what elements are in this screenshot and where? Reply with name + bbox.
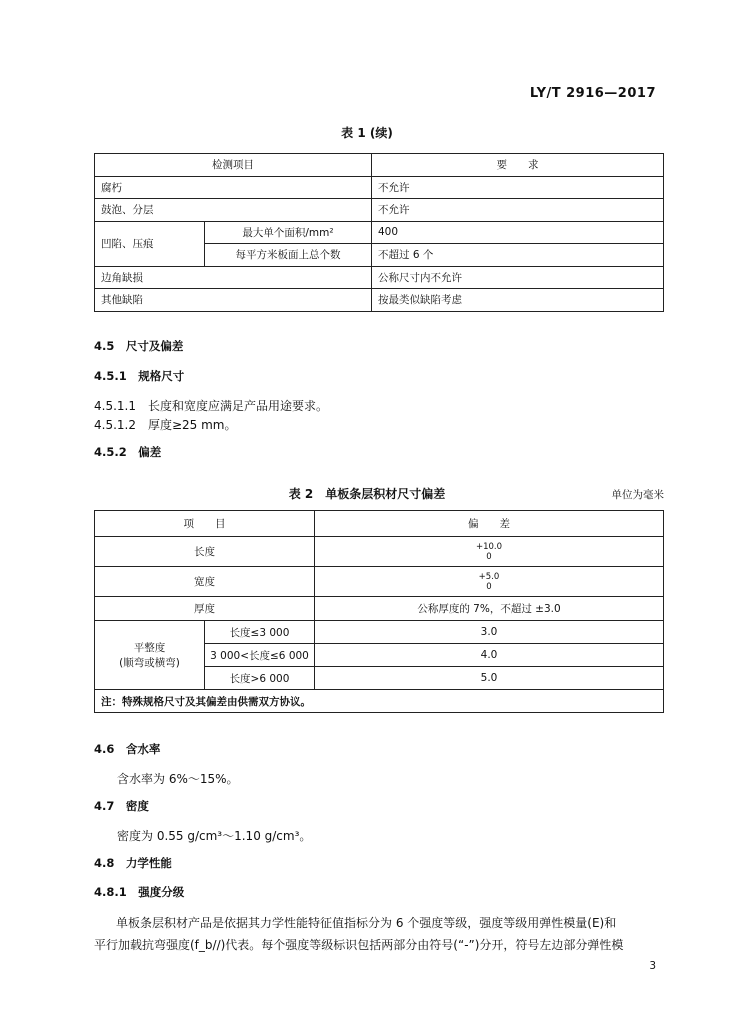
table2-dimension-deviation	[94, 510, 664, 713]
heading-4-7: 4.7 密度	[94, 799, 149, 813]
table2-length-deviation	[315, 537, 664, 567]
table2-flatness-label	[95, 621, 205, 690]
table2-thickness-deviation: 公称厚度的 7%，不超过 ±3.0	[315, 597, 664, 621]
table2-width-deviation	[315, 567, 664, 597]
table2-length-lower: 0	[486, 551, 492, 562]
table1-req-max-area: 400	[372, 221, 664, 244]
para-4-6: 含水率为 6%～15%。	[117, 772, 239, 786]
table1-caption: 表 1 (续)	[341, 126, 393, 140]
table1-item-decay: 腐朽	[95, 176, 372, 199]
heading-4-5: 4.5 尺寸及偏差	[94, 339, 184, 353]
table2-unit: 单位为毫米	[611, 489, 664, 501]
table1-req-other: 按最类似缺陷考虑	[372, 289, 664, 312]
para-4-8-1-line2: 平行加载抗弯强度(f_b//)代表。每个强度等级标识包括两部分由符号(“-”)分开，符号左边部分弹性模	[94, 938, 624, 952]
para-4-7: 密度为 0.55 g/cm³～1.10 g/cm³。	[117, 829, 312, 843]
table1-sub-total-count: 每平方米板面上总个数	[205, 244, 372, 267]
page-number: 3	[649, 960, 656, 972]
table2-flatness-cond-2: 3 000<长度≤6 000	[205, 644, 315, 667]
heading-4-5-1: 4.5.1 规格尺寸	[94, 369, 185, 383]
para-4-5-1-1: 4.5.1.1 长度和宽度应满足产品用途要求。	[94, 399, 328, 413]
table2-width-lower: 0	[486, 581, 492, 592]
standard-number: LY/T 2916—2017	[529, 86, 656, 101]
table2-header-deviation: 偏 差	[315, 511, 664, 537]
heading-4-8-1: 4.8.1 强度分级	[94, 885, 185, 899]
table1-sub-max-area: 最大单个面积/mm²	[205, 221, 372, 244]
para-4-8-1-line1: 单板条层积材产品是依据其力学性能特征值指标分为 6 个强度等级，强度等级用弹性模量(E)和	[116, 916, 617, 930]
table2-caption: 表 2 单板条层积材尺寸偏差	[288, 487, 446, 501]
heading-4-6: 4.6 含水率	[94, 742, 161, 756]
table1-defects	[94, 153, 664, 312]
heading-4-5-2: 4.5.2 偏差	[94, 445, 162, 459]
table2-length-upper: +10.0	[475, 541, 503, 552]
heading-4-8: 4.8 力学性能	[94, 856, 172, 870]
table1-req-decay: 不允许	[372, 176, 664, 199]
table1-item-dent: 凹陷、压痕	[95, 221, 205, 266]
table1-req-total-count: 不超过 6 个	[372, 244, 664, 267]
table1-req-edge: 公称尺寸内不允许	[372, 266, 664, 289]
table2-flatness-value-1: 3.0	[315, 621, 664, 644]
table2-header-item: 项 目	[95, 511, 315, 537]
table1-header-req: 要 求	[372, 154, 664, 177]
table2-width-label: 宽度	[95, 567, 315, 597]
table2-flatness-cond-3: 长度>6 000	[205, 667, 315, 690]
table2-width-upper: +5.0	[478, 571, 500, 582]
table2-note: 注：特殊规格尺寸及其偏差由供需双方协议。	[95, 690, 664, 713]
table1-req-blister: 不允许	[372, 199, 664, 222]
table1-item-edge: 边角缺损	[95, 266, 372, 289]
para-4-5-1-2: 4.5.1.2 厚度≥25 mm。	[94, 418, 237, 432]
table2-thickness-label: 厚度	[95, 597, 315, 621]
table2-flatness-value-2: 4.0	[315, 644, 664, 667]
table2-flatness-subtitle: (顺弯或横弯)	[119, 657, 180, 669]
table1-item-blister: 鼓泡、分层	[95, 199, 372, 222]
table2-flatness-cond-1: 长度≤3 000	[205, 621, 315, 644]
table1-item-other: 其他缺陷	[95, 289, 372, 312]
table2-length-label: 长度	[95, 537, 315, 567]
table2-flatness-title: 平整度	[133, 642, 166, 654]
table2-flatness-value-3: 5.0	[315, 667, 664, 690]
table1-header-item: 检测项目	[95, 154, 372, 177]
